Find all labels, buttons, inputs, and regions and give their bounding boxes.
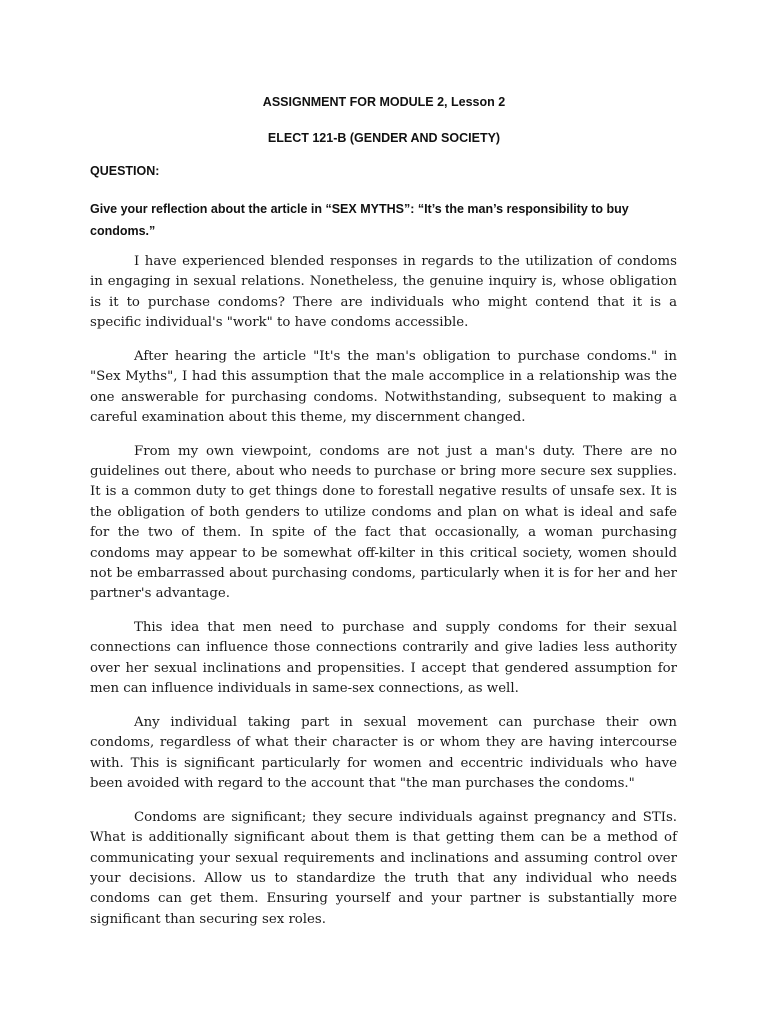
course-title: ELECT 121-B (GENDER AND SOCIETY)	[267, 131, 501, 145]
assignment-title: ASSIGNMENT FOR MODULE 2, Lesson 2	[262, 95, 506, 109]
question-prompt: Give your reflection about the article in “SEX MYTHS”: “It’s the man’s responsibility to buy condoms.”	[90, 202, 629, 238]
essay-paragraph: Condoms are significant; they secure individuals against pregnancy and STIs. What is additionally significant about them is that getting them can be a method of communicating your sexual requirements and inclinations and assuming control over your decisions. Allow us to standardize the truth that any individual who needs condoms can get them. Ensuring yourself and your partner is substantially more significant than securing sex roles.	[90, 809, 677, 927]
question-label: QUESTION:	[90, 164, 160, 178]
essay-paragraph: I have experienced blended responses in regards to the utilization of condoms in engaging in sexual relations. Nonetheless, the genuine inquiry is, whose obligation is it to purchase condoms? There are individuals who might contend that it is a specific individual's "work" to have condoms accessible.	[90, 254, 677, 331]
essay-paragraph: Any individual taking part in sexual movement can purchase their own condoms, regardless of what their character is or whom they are having intercourse with. This is significant particularly for women and eccentric individuals who have been avoided with regard to the account that "the man purchases the condoms."	[90, 714, 677, 792]
essay-paragraph: From my own viewpoint, condoms are not just a man's duty. There are no guidelines out there, about who needs to purchase or bring more secure sex supplies. It is a common duty to get things done to forestall negative results of unsafe sex. It is the obligation of both genders to utilize condoms and plan on what is ideal and safe for the two of them. In spite of the fact that occasionally, a woman purchasing condoms may appear to be somewhat off-kilter in this critical society, women should not be embarrassed about purchasing condoms, particularly when it is for her and her partner's advantage.	[90, 443, 677, 602]
essay-paragraph: This idea that men need to purchase and supply condoms for their sexual connections can influence those connections contrarily and give ladies less authority over her sexual inclinations and propensities. I accept that gendered assumption for men can influence individuals in same-sex connections, as well.	[90, 620, 677, 697]
essay-paragraph: After hearing the article "It's the man's obligation to purchase condoms." in "Sex Myths", I had this assumption that the male accomplice in a relationship was the one answerable for purchasing condoms. Notwithstanding, subsequent to making a careful examination about this theme, my discernment changed.	[90, 348, 677, 426]
essay-body	[90, 252, 677, 943]
